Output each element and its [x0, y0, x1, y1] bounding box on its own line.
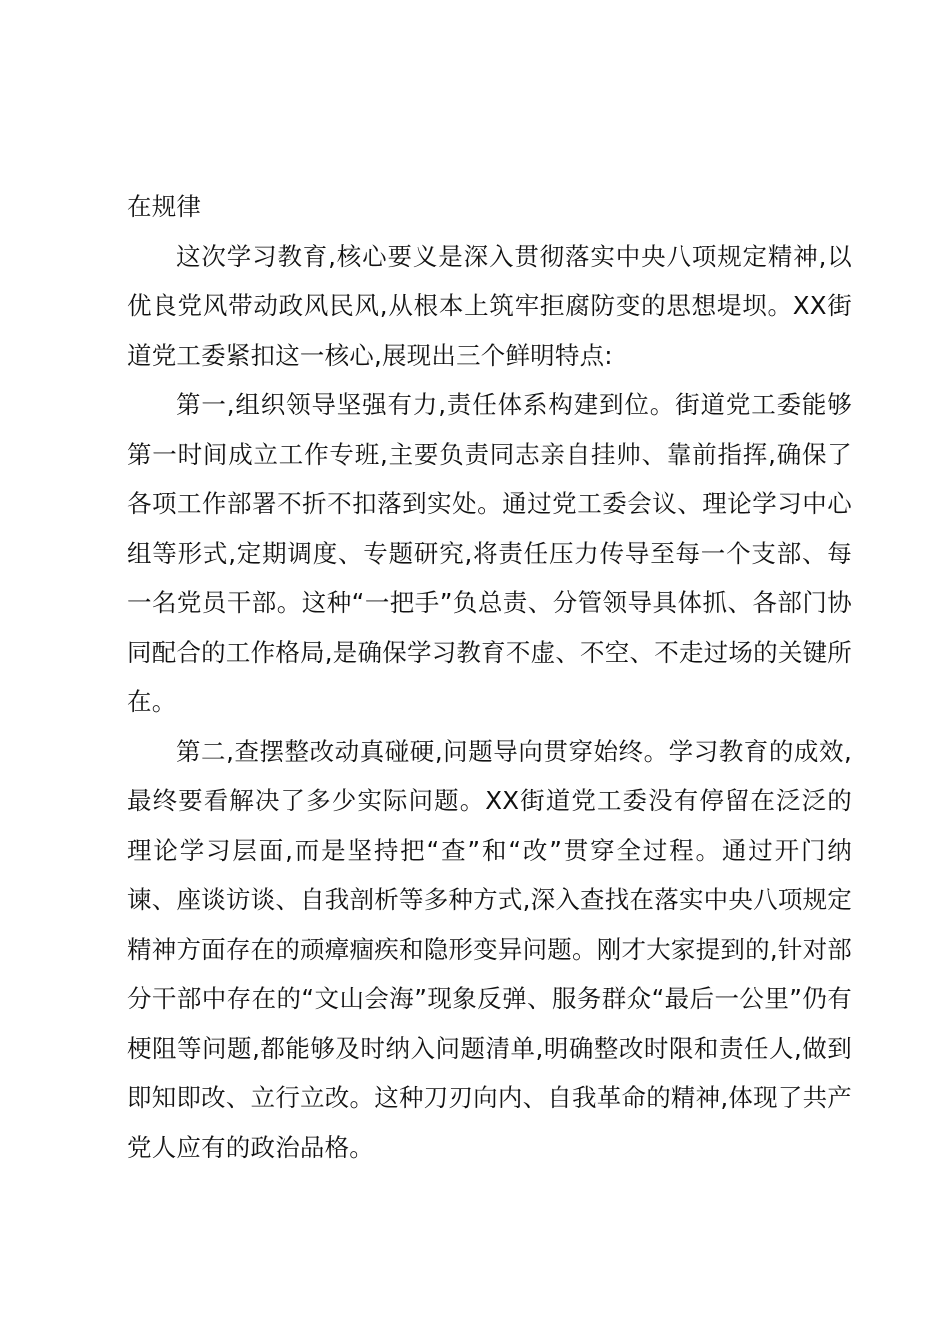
paragraph-intro: 这次学习教育,核心要义是深入贯彻落实中央八项规定精神,以优良党风带动政风民风,从根本上筑牢拒腐防变的思想堤坝。XX街道党工委紧扣这一核心,展现出三个鲜明特点: — [127, 241, 852, 370]
document-body — [127, 182, 852, 1172]
paragraph-point-two: 第二,查摆整改动真碰硬,问题导向贯穿始终。学习教育的成效,最终要看解决了多少实际问题。XX街道党工委没有停留在泛泛的理论学习层面,而是坚持把“查”和“改”贯穿全过程。通过开门纳谏、座谈访谈、自我剖析等多种方式,深入查找在落实中央八项规定精神方面存在的顽瘴痼疾和隐形变异问题。刚才大家提到的,针对部分干部中存在的“文山会海”现象反弹、服务群众“最后一公里”仍有梗阻等问题,都能够及时纳入问题清单,明确整改时限和责任人,做到即知即改、立行立改。这种刀刃向内、自我革命的精神,体现了共产党人应有的政治品格。 — [127, 736, 852, 1162]
paragraph-point-one: 第一,组织领导坚强有力,责任体系构建到位。街道党工委能够第一时间成立工作专班,主要负责同志亲自挂帅、靠前指挥,确保了各项工作部署不折不扣落到实处。通过党工委会议、理论学习中心组等形式,定期调度、专题研究,将责任压力传导至每一个支部、每一名党员干部。这种“一把手”负总责、分管领导具体抓、各部门协同配合的工作格局,是确保学习教育不虚、不空、不走过场的关键所在。 — [127, 390, 852, 716]
paragraph-continuation: 在规律 — [127, 192, 202, 221]
